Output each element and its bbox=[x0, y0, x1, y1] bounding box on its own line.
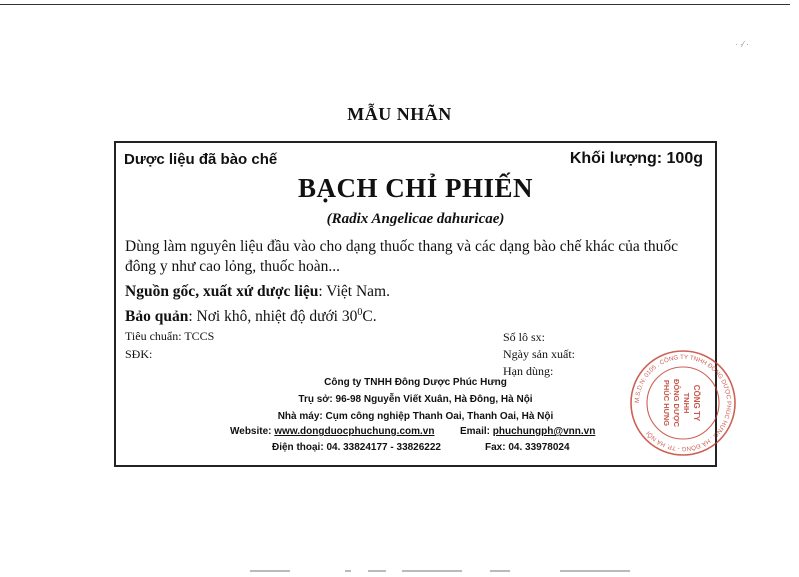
head-office-address: Trụ sở: 96-98 Nguyễn Viết Xuân, Hà Đông, Hà Nội bbox=[298, 394, 533, 405]
product-label bbox=[114, 141, 717, 467]
email-link[interactable]: phuchungph@vnn.vn bbox=[492, 426, 596, 437]
website-label: Website: bbox=[230, 426, 275, 437]
seal-line-4: PHÚC HƯNG bbox=[662, 379, 671, 427]
storage-line bbox=[125, 307, 377, 326]
batch-number: Số lô sx: bbox=[503, 330, 546, 344]
origin-label: Nguồn gốc, xuất xứ dược liệu bbox=[125, 283, 319, 300]
seal-line-1: CÔNG TY bbox=[692, 384, 701, 422]
storage-label: Bảo quản bbox=[125, 308, 189, 326]
factory-address: Nhà máy: Cụm công nghiệp Thanh Oai, Thanh Oai, Hà Nội bbox=[277, 411, 554, 422]
scan-bottom-artifact bbox=[0, 568, 799, 574]
standard: Tiêu chuẩn: TCCS bbox=[125, 329, 215, 343]
seal-outer-text: M.S.D.N: 0105 . CÔNG TY TNHH ĐÔNG DƯỢC PHÚC HƯNG . HÀ ĐÔNG - TP. HÀ NỘI bbox=[633, 353, 733, 453]
scan-top-border bbox=[0, 4, 790, 5]
product-name: BẠCH CHỈ PHIẾN bbox=[297, 173, 534, 203]
registration-number: SĐK: bbox=[125, 347, 153, 361]
scan-artifact-mark: · ·⁄ · bbox=[735, 40, 749, 49]
seal-line-3: ĐÔNG DƯỢC bbox=[672, 378, 681, 428]
origin-line bbox=[125, 283, 390, 301]
website-line bbox=[230, 426, 434, 437]
origin-value: : Việt Nam. bbox=[318, 283, 390, 300]
website-link[interactable]: www.dongduocphuchung.com.vn bbox=[274, 426, 435, 437]
storage-superscript: 0 bbox=[357, 307, 363, 318]
company-name: Công ty TNHH Đông Dược Phúc Hưng bbox=[324, 377, 507, 388]
manufacture-date: Ngày sản xuất: bbox=[503, 347, 575, 361]
email-label: Email: bbox=[460, 426, 493, 437]
email-line bbox=[460, 426, 595, 437]
usage-text: Dùng làm nguyên liệu đầu vào cho dạng thuốc thang và các dạng bào chế khác của thuốc đông y như cao lỏng, thuốc hoàn... bbox=[125, 238, 679, 275]
storage-unit: C. bbox=[362, 308, 377, 326]
product-type: Dược liệu đã bào chế bbox=[124, 151, 278, 168]
page-title: MẪU NHÃN bbox=[347, 104, 452, 124]
seal-line-2: TNHH bbox=[682, 392, 691, 414]
latin-name: (Radix Angelicae dahuricae) bbox=[326, 211, 505, 227]
phone-number: Điện thoại: 04. 33824177 - 33826222 bbox=[272, 442, 441, 453]
company-seal bbox=[628, 348, 738, 458]
storage-value: : Nơi khô, nhiệt độ dưới 30 bbox=[188, 308, 358, 326]
expiry-date: Hạn dùng: bbox=[503, 364, 554, 378]
net-weight: Khối lượng: 100g bbox=[569, 150, 703, 167]
fax-number: Fax: 04. 33978024 bbox=[485, 442, 570, 453]
